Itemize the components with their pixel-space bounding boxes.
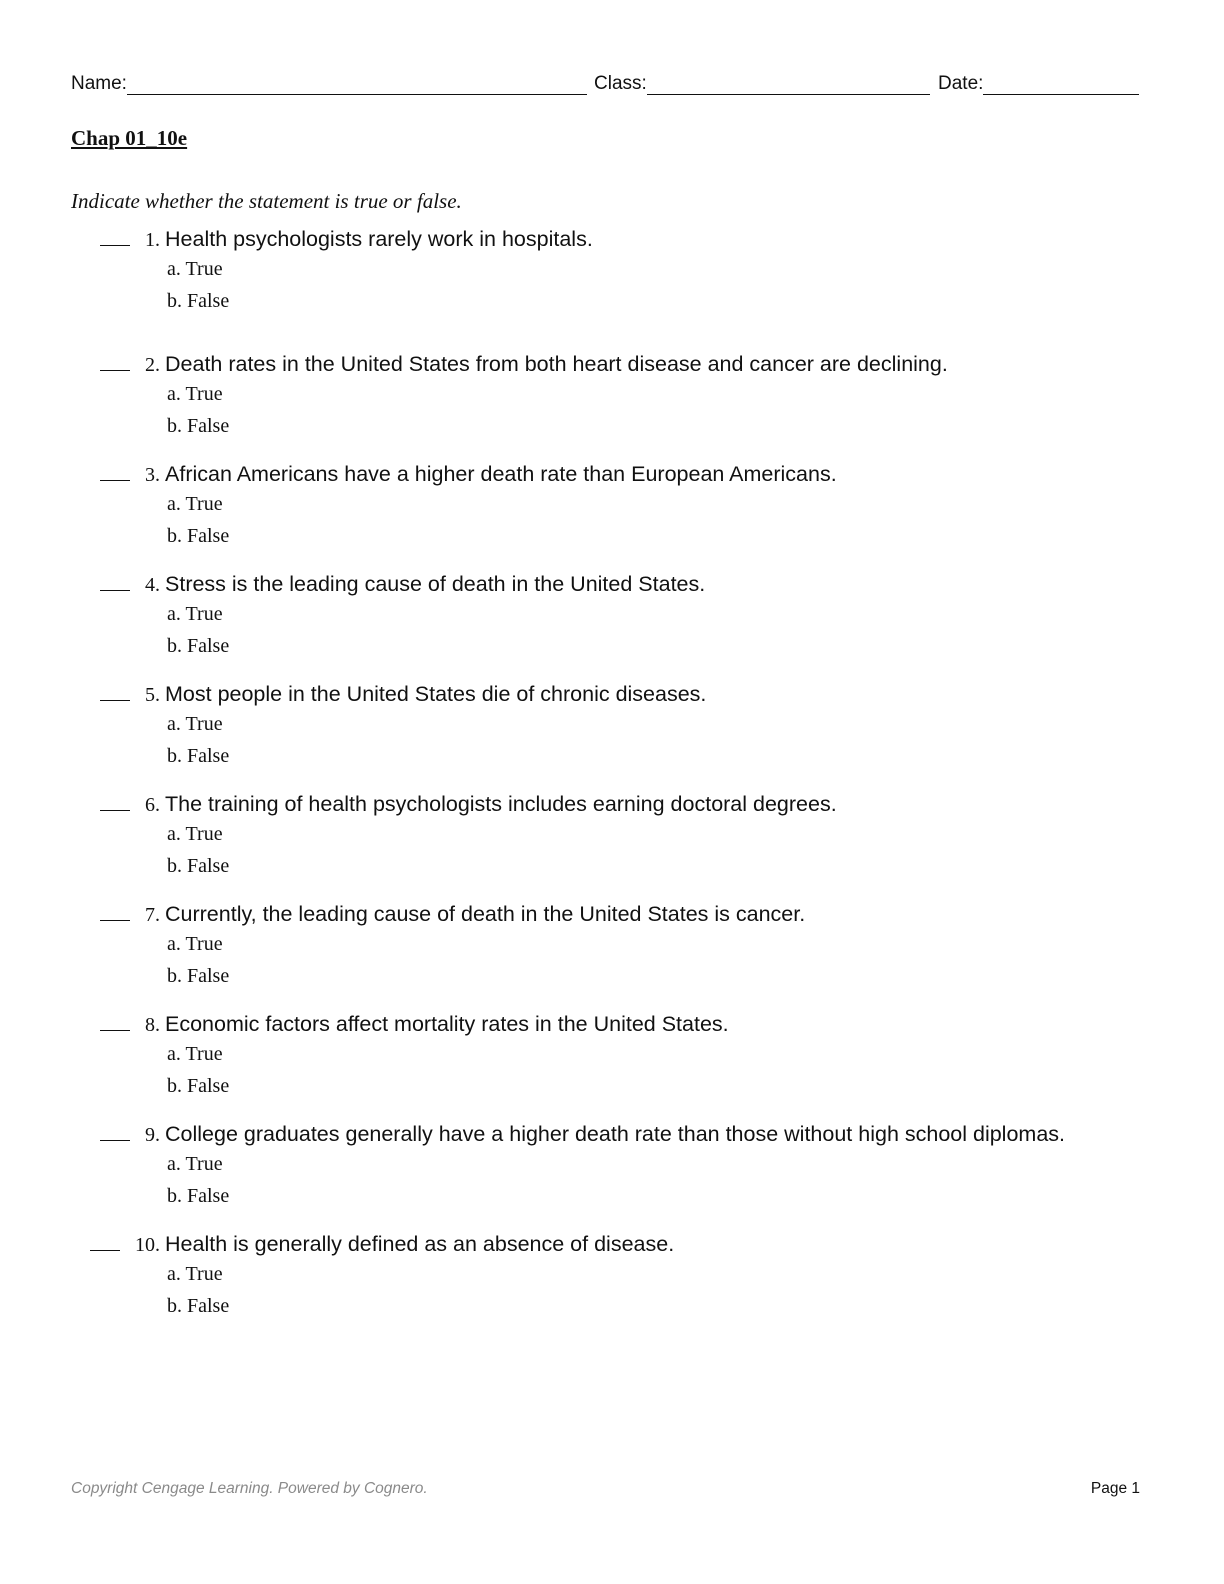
option-true: a. True — [167, 383, 223, 405]
option-true: a. True — [167, 713, 223, 735]
question-text: Stress is the leading cause of death in the United States. — [165, 572, 706, 596]
class-label: Class: — [594, 73, 647, 94]
question-text: College graduates generally have a higher death rate than those without high school diplomas. — [165, 1122, 1066, 1146]
option-true: a. True — [167, 1263, 223, 1285]
question-text: Currently, the leading cause of death in the United States is cancer. — [165, 902, 806, 926]
footer-copyright: Copyright Cengage Learning. Powered by Cognero. — [71, 1480, 428, 1497]
option-true: a. True — [167, 823, 223, 845]
footer-page-number: Page 1 — [1090, 1480, 1140, 1497]
question-number: 2. — [145, 354, 160, 376]
name-label: Name: — [71, 73, 127, 94]
question-number: 6. — [145, 794, 160, 816]
date-input-line[interactable] — [983, 72, 1139, 95]
question-text: Economic factors affect mortality rates in the United States. — [165, 1012, 729, 1036]
question-number: 4. — [145, 574, 160, 596]
question-number: 3. — [145, 464, 160, 486]
class-field[interactable] — [594, 72, 930, 95]
date-field[interactable] — [938, 72, 1139, 95]
question-number: 10. — [135, 1234, 160, 1256]
question-number: 5. — [145, 684, 160, 706]
option-false: b. False — [167, 855, 230, 877]
option-true: a. True — [167, 603, 223, 625]
instructions: Indicate whether the statement is true or false. — [71, 189, 462, 213]
option-false: b. False — [167, 635, 230, 657]
question-number: 9. — [145, 1124, 160, 1146]
question-text: Most people in the United States die of chronic diseases. — [165, 682, 707, 706]
question-number: 7. — [145, 904, 160, 926]
name-field[interactable] — [71, 72, 587, 95]
option-false: b. False — [167, 965, 230, 987]
name-input-line[interactable] — [127, 72, 587, 95]
question-text: The training of health psychologists includes earning doctoral degrees. — [165, 792, 837, 816]
question-text: Death rates in the United States from both heart disease and cancer are declining. — [165, 352, 948, 376]
option-false: b. False — [167, 1185, 230, 1207]
option-false: b. False — [167, 415, 230, 437]
question-number: 1. — [145, 229, 160, 251]
question-text: Health psychologists rarely work in hospitals. — [165, 227, 593, 251]
option-true: a. True — [167, 493, 223, 515]
option-false: b. False — [167, 525, 230, 547]
question-text: African Americans have a higher death rate than European Americans. — [165, 462, 837, 486]
option-false: b. False — [167, 1075, 230, 1097]
option-false: b. False — [167, 745, 230, 767]
class-input-line[interactable] — [647, 72, 930, 95]
option-false: b. False — [167, 1295, 230, 1317]
option-true: a. True — [167, 1043, 223, 1065]
question-text: Health is generally defined as an absence of disease. — [165, 1232, 675, 1256]
option-true: a. True — [167, 933, 223, 955]
option-true: a. True — [167, 258, 223, 280]
option-false: b. False — [167, 290, 230, 312]
page-title: Chap 01_10e — [71, 126, 188, 150]
question-number: 8. — [145, 1014, 160, 1036]
date-label: Date: — [938, 73, 984, 94]
option-true: a. True — [167, 1153, 223, 1175]
